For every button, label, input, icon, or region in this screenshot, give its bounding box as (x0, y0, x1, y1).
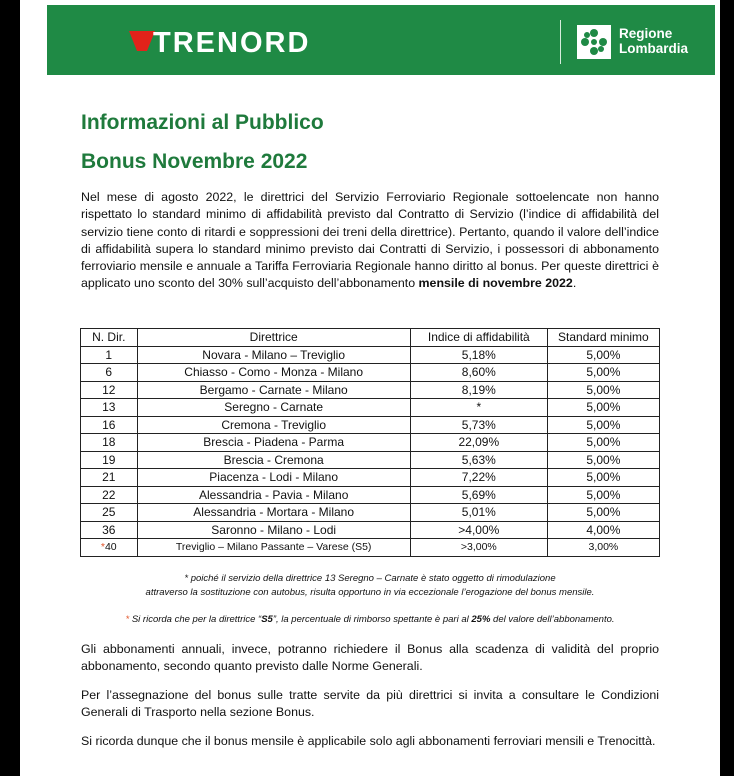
cell-n-dir (81, 364, 138, 382)
footnote-s5-mark: * (125, 614, 130, 625)
table-header-row (81, 329, 660, 347)
row-number: 25 (102, 505, 116, 520)
intro-bold-text: mensile di novembre 2022 (418, 276, 573, 291)
row-number: 13 (102, 400, 116, 415)
row-number: 22 (102, 487, 116, 502)
cell-n-dir (81, 416, 138, 434)
directions-table (80, 328, 660, 557)
table-row (81, 486, 660, 504)
table-row (81, 416, 660, 434)
table-row (81, 539, 660, 557)
cell-indice: 8,19% (410, 381, 547, 399)
cell-direttrice: Treviglio – Milano Passante – Varese (S5) (137, 539, 410, 557)
logo-divider (560, 20, 561, 64)
cell-n-dir (81, 521, 138, 539)
row-mark: * (100, 541, 105, 554)
row-number: 36 (102, 522, 116, 537)
row-number: 19 (102, 452, 116, 467)
table-row (81, 364, 660, 382)
cell-indice: 5,73% (410, 416, 547, 434)
cell-standard: 5,00% (547, 416, 659, 434)
table-row (81, 381, 660, 399)
cell-indice: 7,22% (410, 469, 547, 487)
cell-direttrice: Bergamo - Carnate - Milano (137, 381, 410, 399)
footnote-s5-text-a: Si ricorda che per la direttrice “ (129, 614, 262, 625)
cell-standard: 5,00% (547, 346, 659, 364)
cell-n-dir (81, 451, 138, 469)
table-body (81, 346, 660, 556)
footnote-line-1: * poiché il servizio della direttrice 13 Seregno – Carnate è stato oggetto di rimodulazione (184, 573, 556, 584)
cell-standard: 4,00% (547, 521, 659, 539)
cell-direttrice: Alessandria - Mortara - Milano (137, 504, 410, 522)
cell-standard: 5,00% (547, 434, 659, 452)
footnote-seregno (80, 572, 660, 600)
region-label (619, 26, 688, 56)
header-standard: Standard minimo (547, 329, 659, 347)
row-number: 18 (102, 435, 116, 450)
row-number: 40 (104, 541, 117, 554)
cell-indice: 5,01% (410, 504, 547, 522)
cell-standard: 3,00% (547, 539, 659, 557)
cell-indice: 5,18% (410, 346, 547, 364)
cell-standard: 5,00% (547, 381, 659, 399)
table-row (81, 521, 660, 539)
cell-indice: 8,60% (410, 364, 547, 382)
cell-indice: 22,09% (410, 434, 547, 452)
cell-indice: 5,69% (410, 486, 547, 504)
cell-indice: >3,00% (410, 539, 547, 557)
header-banner (47, 5, 715, 75)
intro-paragraph (81, 189, 659, 293)
footnote-s5-line: S5 (261, 614, 273, 625)
footnote-s5-text-c: ”, la percentuale di rimborso spettante è pari al (272, 614, 472, 625)
footnote-s5-percent: 25% (471, 614, 491, 625)
row-number: 16 (102, 417, 116, 432)
cell-n-dir (81, 539, 138, 557)
cell-direttrice: Novara - Milano – Treviglio (137, 346, 410, 364)
page-title: Informazioni al Pubblico (81, 111, 324, 134)
region-line-2: Lombardia (619, 41, 689, 56)
header-direttrice: Direttrice (137, 329, 410, 347)
cell-direttrice: Saronno - Milano - Lodi (137, 521, 410, 539)
region-line-1: Regione (619, 26, 673, 41)
trenord-logo (127, 25, 387, 61)
cell-n-dir (81, 504, 138, 522)
cell-direttrice: Alessandria - Pavia - Milano (137, 486, 410, 504)
row-number: 21 (102, 470, 116, 485)
cell-direttrice: Piacenza - Lodi - Milano (137, 469, 410, 487)
footnote-line-2: attraverso la sostituzione con autobus, risulta opportuno in via eccezionale l’erogazione del bonus mensile. (145, 587, 595, 598)
svg-text:TRENORD: TRENORD (153, 27, 311, 59)
cell-n-dir (81, 434, 138, 452)
cell-direttrice: Cremona - Treviglio (137, 416, 410, 434)
cell-indice: >4,00% (410, 521, 547, 539)
cell-direttrice: Seregno - Carnate (137, 399, 410, 417)
footnote-s5-text-e: del valore dell’abbonamento. (490, 614, 615, 625)
cell-n-dir (81, 381, 138, 399)
cell-standard: 5,00% (547, 504, 659, 522)
cell-direttrice: Chiasso - Como - Monza - Milano (137, 364, 410, 382)
row-number: 6 (105, 365, 113, 380)
row-number: 12 (102, 382, 116, 397)
cell-direttrice: Brescia - Piadena - Parma (137, 434, 410, 452)
cell-n-dir (81, 469, 138, 487)
cell-direttrice: Brescia - Cremona (137, 451, 410, 469)
table-row (81, 469, 660, 487)
intro-text: Nel mese di agosto 2022, le direttrici del Servizio Ferroviario Regionale sottoelencate non hanno rispettato lo standard minimo di affidabilità previsto dal Contratto di Servizio (l’indice di affidabilità del servizio tiene conto di ritardi e soppressioni dei treni della direttrice). Pertanto, quando il valore dell’indice di affidabilità supera lo standard minimo previsto dai Contratti di Servizio, i possessori di abbonamento ferroviario mensile e annuale a Tariffa Ferroviaria Regionale hanno diritto al bonus. Per queste direttrici è applicato uno sconto del 30% sull’acquisto dell’abbonamento (81, 190, 659, 291)
monthly-paragraph: Si ricorda dunque che il bonus mensile è applicabile solo agli abbonamenti ferroviari mensili e Trenocittà. (81, 734, 656, 748)
cell-standard: 5,00% (547, 451, 659, 469)
cell-indice: * (410, 399, 547, 417)
lombardy-rose-icon (577, 25, 611, 59)
table-row (81, 346, 660, 364)
table-row (81, 504, 660, 522)
footnote-s5 (80, 613, 660, 627)
cell-n-dir (81, 486, 138, 504)
header-n-dir: N. Dir. (81, 329, 138, 347)
intro-end: . (572, 276, 577, 291)
document-page (20, 0, 720, 776)
annual-paragraph: Gli abbonamenti annuali, invece, potranno richiedere il Bonus alla scadenza di validità del proprio abbonamento, secondo quanto previsto dalle Norme Generali. (81, 642, 659, 674)
cell-standard: 5,00% (547, 469, 659, 487)
cell-indice: 5,63% (410, 451, 547, 469)
cell-standard: 5,00% (547, 486, 659, 504)
cell-n-dir (81, 346, 138, 364)
header-indice: Indice di affidabilità (410, 329, 547, 347)
page-subtitle: Bonus Novembre 2022 (81, 150, 308, 173)
table-row (81, 434, 660, 452)
table-row (81, 451, 660, 469)
cell-standard: 5,00% (547, 364, 659, 382)
cell-standard: 5,00% (547, 399, 659, 417)
row-number: 1 (105, 347, 113, 362)
cell-n-dir (81, 399, 138, 417)
multi-direction-paragraph: Per l’assegnazione del bonus sulle tratte servite da più direttrici si invita a consultare le Condizioni Generali di Trasporto nella sezione Bonus. (81, 688, 659, 720)
table-row (81, 399, 660, 417)
